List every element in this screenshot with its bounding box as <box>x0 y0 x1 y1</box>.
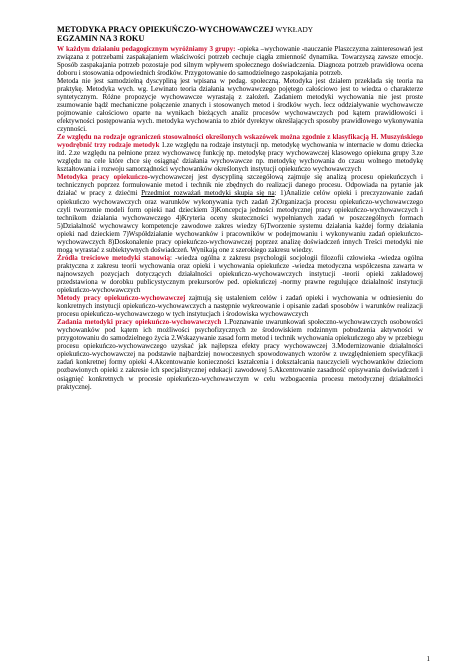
document-subtitle: EGZAMIN NA 3 ROKU <box>57 34 145 44</box>
paragraph-methodology-text-b: : 1)Analizie celów opieki i preczyzowanie zadań opiekuńczo wychowawczych oraz warunków wykonywania tych zadań 2)Organizacja procesu opiekuńczo-wychowawczego czyli tworzenie modeli form opieki nad dzieckiem 3)Koncepcja jedności metodycznej pracy opiekuńczo-wychowawczych i technikom działania wychowawczego 4)Kryteria oceny skuteczności wypełnianych zadań w poszczególnych formach 5)Działalność wychowawcy kompetencje zawodowe zakres wiedzy 6)Tworzenie systemu działania każdej formy działania opieki nad dzieckiem 7)Współdziałanie wychowanków i pracowników w podejmowaniu i wykonywaniu zadań opiekuńczo-wychowawczych 8)Doskonalenie pracy opiekuńczo-wychowawczej poprzez analizę doświadczeń innych Treści metodyki nie mogą wyrastać z subiektywnych doświadczeń. Wynikają one z szerokiego zakresu wiedzy. <box>57 189 423 254</box>
paragraph-tasks <box>57 318 423 390</box>
page-number: 1 <box>426 655 430 663</box>
paragraph-methods-text: zajmują się ustaleniem celów i zadań opieki i wychowania w odniesieniu do konkretnych instytucji opiekuńczo-wychowawczych a następnie wykreowanie i opisanie zadań sposobów i warunków realizacji procesu opiekuńczo-wychowawczego w tych instytucjach i środowiska wychowawczych <box>57 294 423 319</box>
title-bold: METODYKA PRACY OPIEKUŃCZO-WYCHOWAWCZEJ <box>57 25 274 34</box>
heading-sources: Źródła treściowe metodyki stanowią <box>57 253 171 262</box>
paragraph-muszynski-text: 1.ze względu na rodzaje instytucji np. metodykę wychowania w internacie w domu dziecka itd. 2.ze względu na pełnione przez wychowawcę funkcję np. metodykę pracy wychowawczej klasowego opiekuna grupy 3.ze względu na cele które chce się osiągnąć działania wychowawcze np. metodykę wychowania do czasu wolnego metodykę kształtowania i rozwoju samorządności wychowanków określonych instytucji opiekuńczo wychowawczych <box>57 141 423 174</box>
paragraph-methods <box>57 294 423 318</box>
heading-groups: W każdym działaniu pedagogicznym wyróżniamy 3 grupy: <box>57 44 238 53</box>
title-light: WYKŁADY <box>273 25 314 34</box>
paragraph-groups <box>57 45 423 77</box>
paragraph-sources <box>57 254 423 294</box>
paragraph-method: Metoda nie jest samodzielną dyscypliną jest wpisana w pedag. społeczną. Metodyka jest działem przekłada się teoria na praktykę. Metodyka wych. wg. Lewinato teoria działania wychowawczego pojętego całościowo jest to wiedza o charakterze syntetycznym. Różne propozycje wychowawcze wyrastają z założeń. Zadaniem metodyki wychowania nie jest proste zsumowanie bądź mechaniczne połączenie znanych i stosowanych metod i środków wych. lecz oddziaływanie wychowawcze pojmowanie całościowo oparte na wynikach bieżących analiz procesów wychowawczych pod kątem prawidłowości i efektywności postępowania wych. metodyka wychowania to zbiór dyrektyw określających sposoby prawidłowego wykonywania czynności. <box>57 76 423 134</box>
document-title <box>57 25 423 34</box>
paragraph-sources-text: : -wiedza ogólna z zakresu psychologii socjologii filozofii człowieka -wiedza ogólna praktyczna z zakresu teorii wychowania oraz opieki i wychowania opiekuńcze -wiedza metodyczna współczesna zawarta w najnowszych pozycjach dotyczących działalności opiekuńczo-wychowawczych instytucji -teorii opieki zakładowej przedstawiona w dorobku publicystycznym prekursorów ped. opiekuńczej -normy prawne regulujące działalność instytucji opiekuńczo-wychowawczych <box>57 253 423 295</box>
paragraph-tasks-text: 1.Poznawanie uwarunkowań społeczno-wychowawczych osobowości wychowanków pod kątem ich możliwości psychofizycznych ze środowiskiem rodzinnym pobudzenia aktywności w przygotowaniu do samodzielnego życia 2.Wskazywanie zasad form metod i technik wychowania opiekuńczego aby w przebiegu procesu opiekuńczo-wychowawczego uzyskać jak najlepsza efekty pracy wychowawczej 3.Modernizowanie działalności opiekuńczo-wychowawczej na podstawie najbardziej nowoczesnych spowodowanych wzorów z uwzględnieniem specyfikacji zadań konkretnej formy opieki 4.Akcentowanie konieczności kształcenia i dokształcania nauczycieli wychowanków dzieciom pozbawionych opieki z zakresie ich specjalistycznej edukacji zawodowej 5.Akcentowanie zasadność opisywania doświadczeń i osiągnięć konkretnych w procesie opiekuńczo-wychowawczym w celu wzbogacenia procesu metodycznej działalności praktycznej. <box>57 318 423 391</box>
document-body <box>57 25 423 391</box>
heading-methods: Metody pracy opiekuńczo-wychowawczej <box>57 294 186 303</box>
paragraph-muszynski <box>57 133 423 173</box>
paragraph-methodology-text-a: -wychowawczej jest dyscypliną szczegółową zajmuje się analizą procesu opiekuńczych i technicznych poprzez formułowanie metod i technik nie zbędnych do realizacji danego procesu. Odpowiada na pytanie jak działać w pracy z dziećmi <box>57 173 423 198</box>
heading-tasks: Zadania metodyki pracy opiekuńczo-wychowawczych <box>57 318 222 327</box>
heading-muszynski: Ze względu na rodzaje ograniczeń stosowalności określonych wskazówek można zgodnie z klasyfikacją H. Muszyńskiego wyodrębnić trzy rodzaje metodyk <box>57 133 423 150</box>
underlined-subject: Przedmiot rozważań metodyki skupia się na <box>141 189 275 198</box>
paragraph-groups-text: -opieka –wychowanie -nauczanie Plaszczyzna zainteresowań jest związana z potrzebami zaspakajaniem właściwości potrzeb cechuje ciągła zmienność dynamika. Towarzyszą zawsze emocje. Sposób zaspakajania potrzeb pozostaje pod silnym wpływem społecznego doświadczenia. Diagnoza potrzeb prawidłowa ocena doboru i stosowania odpowiednich środków. Przygotowanie do samodzielnego zaspokajania potrzeb. <box>57 44 423 77</box>
heading-methodology: Metodyka pracy opiekuńczo <box>57 173 148 182</box>
paragraph-methodology <box>57 173 423 253</box>
